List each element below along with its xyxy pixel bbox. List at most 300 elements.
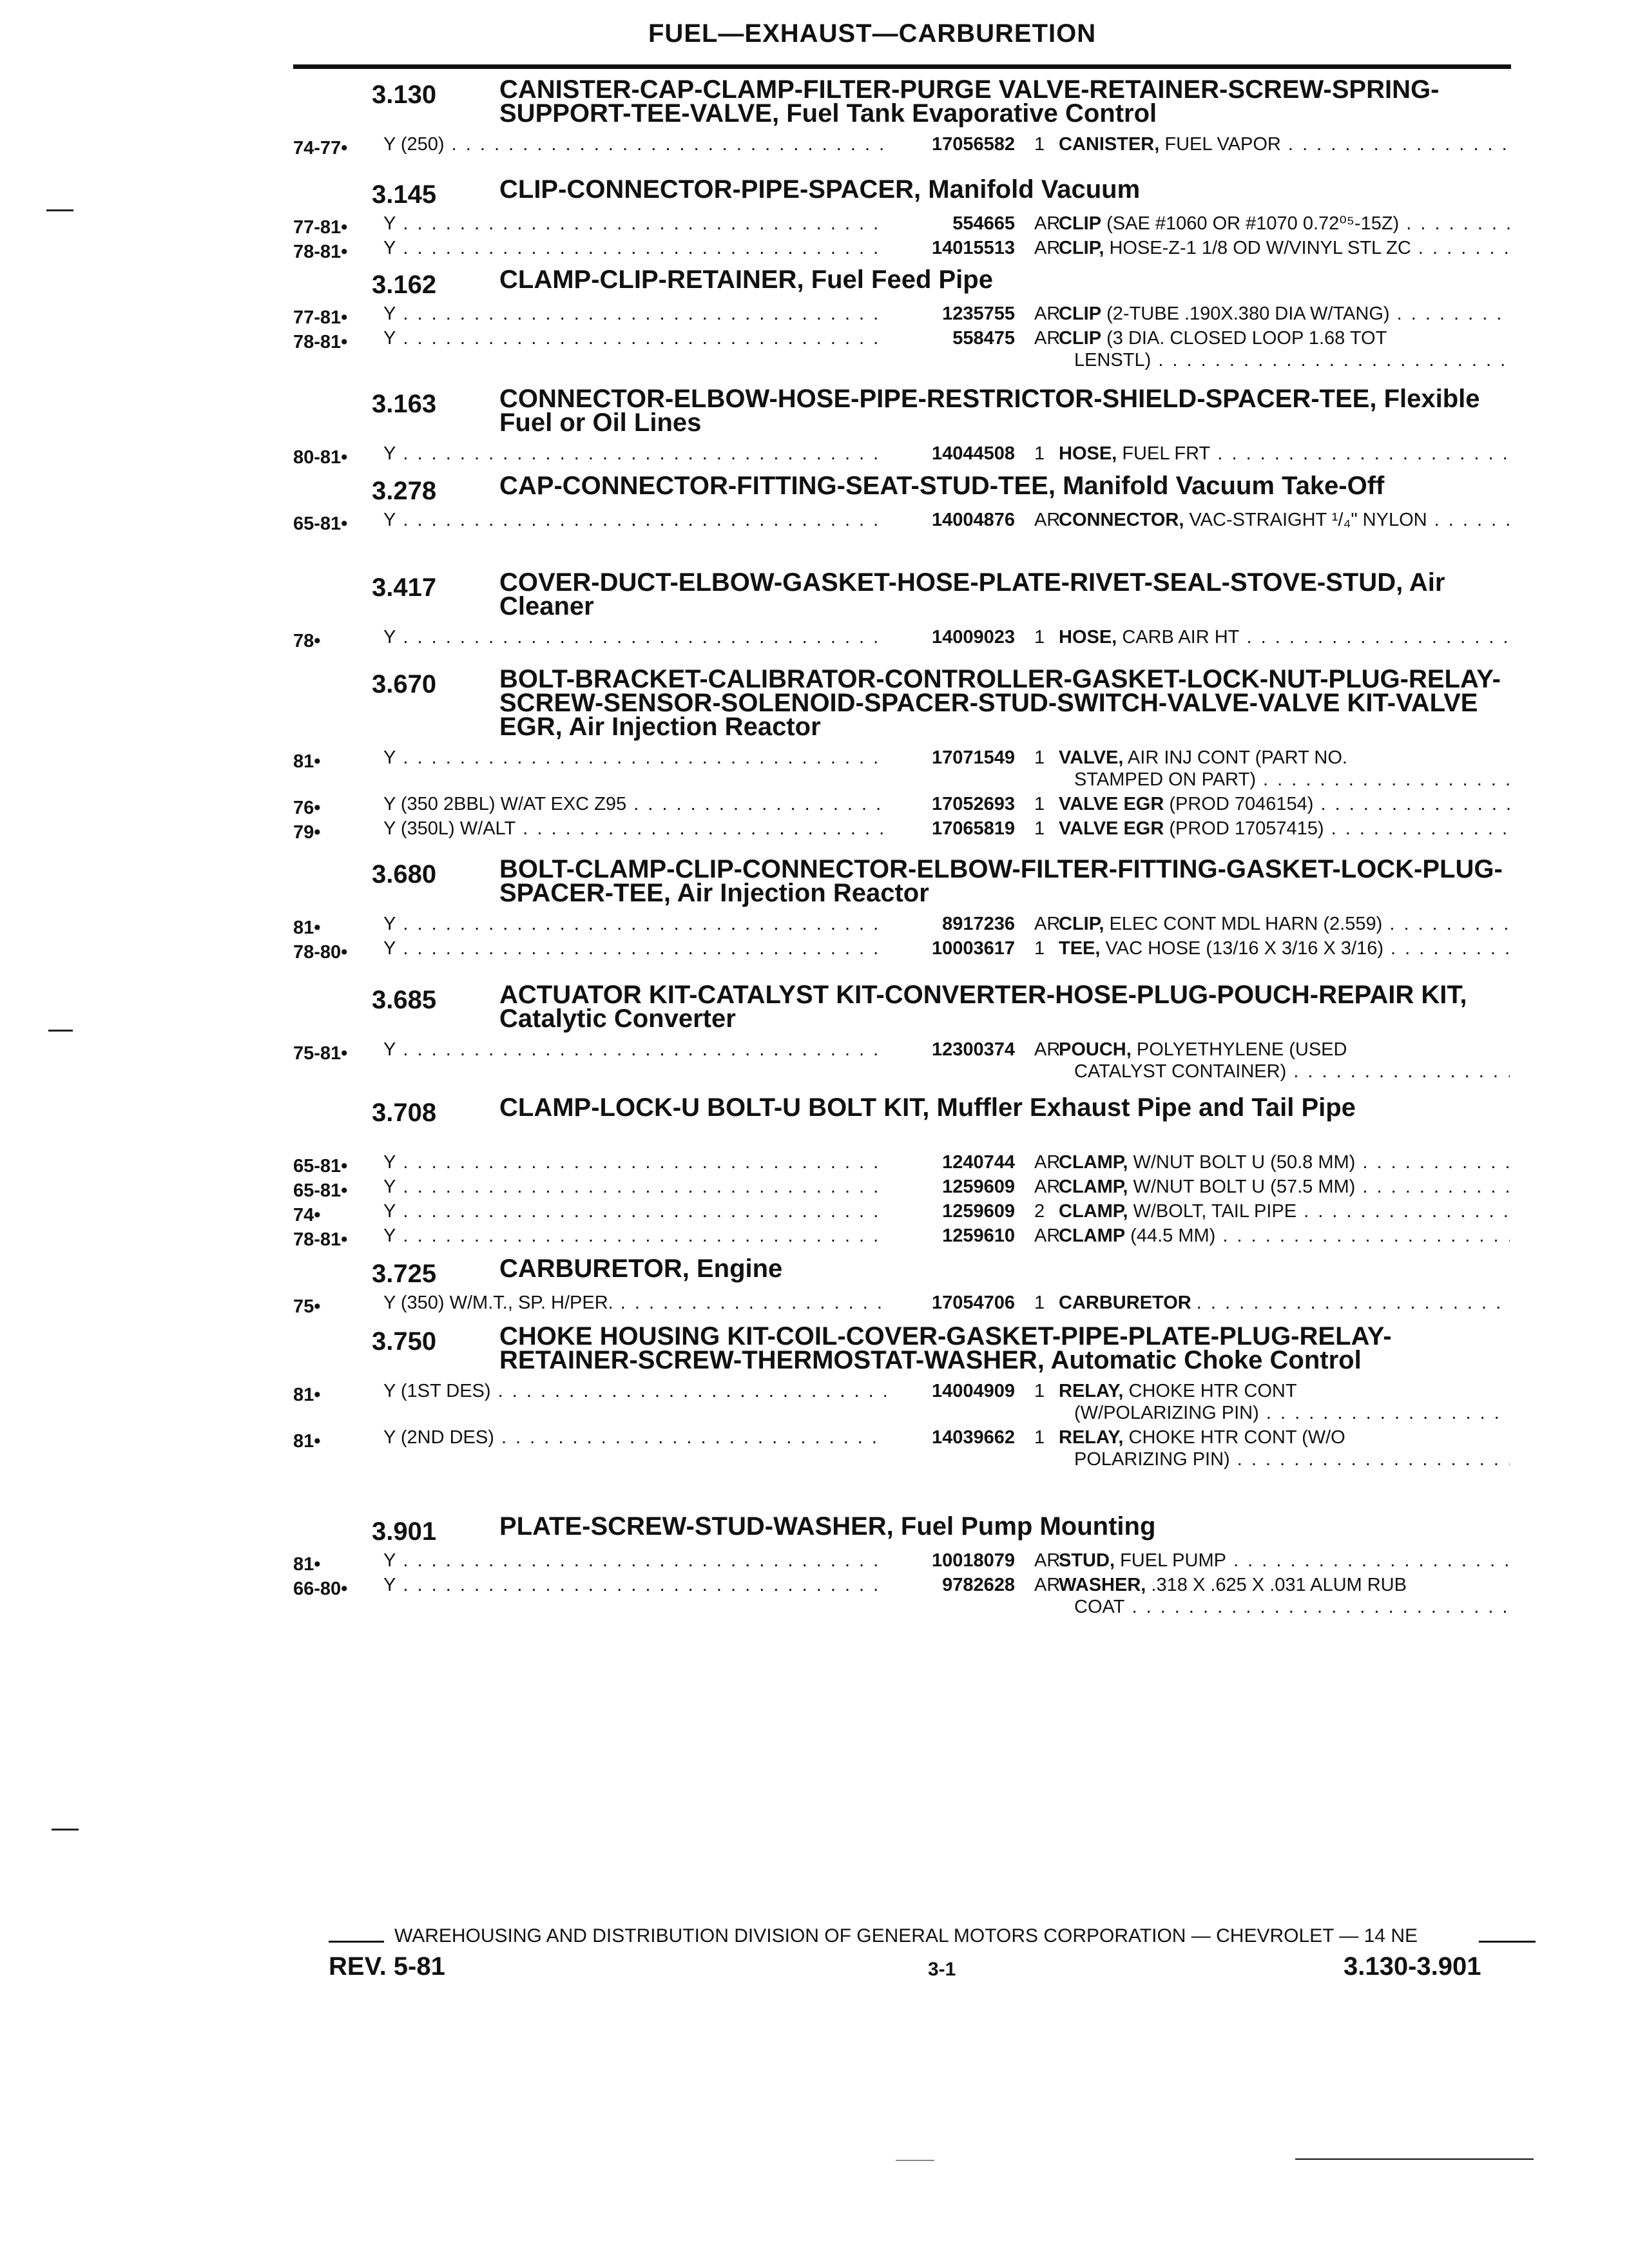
footer-section-range: 3.130-3.901 — [1344, 1952, 1481, 1981]
section-application: Fuel Tank Evaporative Control — [786, 99, 1157, 128]
section-entries — [293, 133, 1518, 158]
quantity: AR — [1034, 1177, 1061, 1197]
parts-section — [293, 665, 1518, 843]
part-entry-row — [293, 1225, 1518, 1249]
application-code: Y . . . — [383, 213, 996, 235]
part-name: HOSE, — [1059, 627, 1117, 648]
part-description — [1059, 1176, 1510, 1198]
part-name: CLAMP — [1059, 1225, 1126, 1246]
model-years: 65-81• — [293, 514, 348, 534]
part-entry-row — [293, 626, 1518, 651]
description-line — [1059, 237, 1510, 259]
section-heading — [293, 1512, 1518, 1550]
part-entry-row — [293, 1427, 1518, 1473]
section-title — [499, 387, 1505, 435]
part-number: 10003617 — [886, 937, 1015, 959]
description-line — [1059, 133, 1510, 155]
section-number: 3.708 — [372, 1099, 437, 1127]
parts-section — [293, 265, 1518, 374]
application-code: Y . . . — [383, 937, 996, 959]
part-spec: VAC HOSE (13/16 X 3/16 X 3/16) — [1105, 938, 1383, 959]
model-years: 75• — [293, 1296, 321, 1317]
model-years: 81• — [293, 751, 321, 772]
application-code: Y (350) W/M.T., SP. H/PER. . . . — [383, 1292, 996, 1314]
part-description — [1059, 443, 1510, 465]
description-line — [1059, 1427, 1510, 1448]
page-header-title: FUEL—EXHAUST—CARBURETION — [648, 19, 1097, 48]
model-years: 78• — [293, 631, 321, 651]
application-code: Y . . . — [383, 626, 996, 648]
quantity: 1 — [1034, 818, 1045, 839]
section-application: Fuel Feed Pipe — [811, 265, 993, 294]
part-description — [1059, 1427, 1510, 1470]
section-heading — [293, 265, 1518, 303]
part-number: 14009023 — [886, 626, 1015, 648]
quantity: 1 — [1034, 747, 1045, 768]
model-years: 81• — [293, 1554, 321, 1575]
model-years: 81• — [293, 918, 321, 938]
parts-section — [293, 568, 1518, 651]
description-line — [1059, 443, 1510, 465]
model-years: 81• — [293, 1385, 321, 1405]
part-entry-row — [293, 133, 1518, 158]
part-name: CANISTER, — [1059, 134, 1160, 155]
description-line — [1059, 1039, 1510, 1061]
part-spec: W/BOLT, TAIL PIPE — [1133, 1201, 1297, 1222]
part-number: 17054706 — [886, 1292, 1015, 1314]
part-spec: (44.5 MM) — [1130, 1225, 1216, 1246]
description-line — [1059, 1380, 1510, 1402]
section-parts-list: CLIP-CONNECTOR-PIPE-SPACER, — [499, 175, 921, 204]
section-parts-list: CLAMP-LOCK-U BOLT-U BOLT KIT, — [499, 1093, 930, 1122]
application-code: Y (350 2BBL) W/AT EXC Z95 . . . — [383, 793, 996, 815]
part-spec: (PROD 7046154) — [1169, 794, 1314, 814]
quantity: AR — [1034, 238, 1061, 258]
part-entry-row — [293, 1039, 1518, 1085]
part-number: 14004876 — [886, 509, 1015, 531]
part-name: VALVE EGR — [1059, 794, 1164, 814]
description-line — [1059, 1200, 1510, 1222]
application-code: Y . . . — [383, 1550, 996, 1571]
part-entry-row — [293, 793, 1518, 818]
bottom-rule — [1295, 2158, 1534, 2160]
part-number: 1259610 — [886, 1225, 1015, 1247]
part-entry-row — [293, 747, 1518, 793]
part-spec: CHOKE HTR CONT (W/O — [1128, 1427, 1345, 1448]
section-number: 3.163 — [372, 390, 437, 418]
section-number: 3.130 — [372, 81, 437, 109]
application-code: Y . . . — [383, 509, 996, 531]
quantity: 1 — [1034, 627, 1045, 648]
part-spec: (3 DIA. CLOSED LOOP 1.68 TOT — [1106, 328, 1387, 349]
part-name: CONNECTOR, — [1059, 510, 1184, 530]
application-code: Y . . . — [383, 443, 996, 465]
description-line — [1059, 303, 1510, 325]
part-description — [1059, 1574, 1510, 1618]
part-name: RELAY, — [1059, 1427, 1124, 1448]
part-spec: .318 X .625 X .031 ALUM RUB — [1151, 1575, 1407, 1595]
section-number: 3.725 — [372, 1260, 437, 1288]
part-description — [1059, 1225, 1510, 1247]
part-entry-row — [293, 937, 1518, 962]
description-continuation: POLARIZING PIN) . . . — [1059, 1448, 1510, 1470]
section-title — [499, 855, 1505, 907]
quantity: AR — [1034, 1039, 1061, 1060]
part-name: CLAMP, — [1059, 1177, 1128, 1197]
model-years: 81• — [293, 1431, 321, 1452]
section-heading — [293, 1322, 1518, 1380]
section-entries — [293, 1151, 1518, 1249]
section-heading — [293, 1254, 1518, 1292]
part-number: 9782628 — [886, 1574, 1015, 1596]
section-application: Air Injection Reactor — [677, 879, 929, 907]
footer-revision: REV. 5-81 — [329, 1952, 445, 1981]
model-years: 80-81• — [293, 447, 348, 468]
section-entries — [293, 303, 1518, 374]
section-title — [499, 568, 1505, 620]
model-years: 75-81• — [293, 1043, 348, 1064]
model-years: 79• — [293, 822, 321, 843]
model-years: 65-81• — [293, 1156, 348, 1177]
section-heading — [293, 75, 1518, 133]
parts-section — [293, 1512, 1518, 1620]
description-line — [1059, 793, 1510, 815]
quantity: 1 — [1034, 1427, 1045, 1448]
part-name: CLIP — [1059, 303, 1102, 324]
part-name: CLIP — [1059, 213, 1102, 234]
margin-punch-mark — [48, 1030, 73, 1032]
section-parts-list: CLAMP-CLIP-RETAINER, — [499, 265, 804, 294]
part-name: VALVE EGR — [1059, 818, 1164, 839]
part-name: CARBURETOR — [1059, 1293, 1191, 1313]
section-title — [499, 1512, 1505, 1541]
application-code: Y (250) . . . — [383, 133, 996, 155]
part-name: CLAMP, — [1059, 1152, 1128, 1173]
part-number: 14044508 — [886, 443, 1015, 465]
section-application: Air Cleaner — [499, 568, 1445, 620]
description-line — [1059, 1574, 1510, 1596]
model-years: 78-81• — [293, 1229, 348, 1250]
section-number: 3.417 — [372, 573, 437, 602]
part-name: POUCH, — [1059, 1039, 1132, 1060]
section-number: 3.278 — [372, 477, 437, 505]
quantity: AR — [1034, 510, 1061, 530]
model-years: 76• — [293, 798, 321, 818]
quantity: 1 — [1034, 1293, 1045, 1313]
application-code: Y . . . — [383, 327, 996, 349]
footer-rule-left — [329, 1941, 384, 1943]
parts-section — [293, 472, 1518, 534]
part-number: 17052693 — [886, 793, 1015, 815]
part-entry-row — [293, 1151, 1518, 1176]
part-description — [1059, 818, 1510, 840]
quantity: AR — [1034, 328, 1061, 349]
application-code: Y (1ST DES) . . . — [383, 1380, 996, 1402]
part-description — [1059, 133, 1510, 155]
part-description — [1059, 509, 1510, 531]
parts-section — [293, 1254, 1518, 1317]
description-line — [1059, 937, 1510, 959]
part-spec: FUEL FRT — [1122, 443, 1211, 464]
model-years: 78-81• — [293, 242, 348, 262]
bottom-tick — [896, 2160, 934, 2161]
description-line — [1059, 747, 1510, 769]
application-code: Y . . . — [383, 747, 996, 769]
application-code: Y . . . — [383, 303, 996, 325]
part-name: VALVE, — [1059, 747, 1124, 768]
margin-punch-mark — [46, 209, 73, 211]
quantity: AR — [1034, 1575, 1061, 1595]
section-title — [499, 665, 1505, 741]
section-entries — [293, 747, 1518, 842]
part-description — [1059, 1200, 1510, 1222]
part-description — [1059, 937, 1510, 959]
section-entries — [293, 213, 1518, 262]
part-entry-row — [293, 443, 1518, 467]
part-description — [1059, 793, 1510, 815]
part-entry-row — [293, 1200, 1518, 1225]
part-number: 554665 — [886, 213, 1015, 235]
model-years: 66-80• — [293, 1579, 348, 1599]
part-number: 17071549 — [886, 747, 1015, 769]
section-application: Manifold Vacuum — [928, 175, 1141, 204]
quantity: 2 — [1034, 1201, 1045, 1222]
part-name: CLIP, — [1059, 914, 1104, 934]
section-parts-list: ACTUATOR KIT-CATALYST KIT-CONVERTER-HOSE-PLUG-POUCH-REPAIR KIT, — [499, 981, 1467, 1009]
part-name: RELAY, — [1059, 1381, 1124, 1401]
quantity: AR — [1034, 1225, 1061, 1246]
description-continuation: (W/POLARIZING PIN) . . . — [1059, 1402, 1510, 1424]
quantity: 1 — [1034, 938, 1045, 959]
part-entry-row — [293, 303, 1518, 327]
section-application: Automatic Choke Control — [1050, 1346, 1362, 1374]
part-name: CLAMP, — [1059, 1201, 1128, 1222]
part-spec: (PROD 17057415) — [1169, 818, 1324, 839]
application-code: Y . . . — [383, 1039, 996, 1061]
part-name: TEE, — [1059, 938, 1101, 959]
section-application: Fuel Pump Mounting — [900, 1512, 1156, 1541]
section-number: 3.680 — [372, 860, 437, 889]
part-entry-row — [293, 1574, 1518, 1620]
section-parts-list: CAP-CONNECTOR-FITTING-SEAT-STUD-TEE, — [499, 472, 1055, 500]
parts-section — [293, 175, 1518, 262]
description-line — [1059, 213, 1510, 235]
parts-section — [293, 855, 1518, 963]
quantity: AR — [1034, 303, 1061, 324]
application-code: Y . . . — [383, 1574, 996, 1596]
section-application: Catalytic Converter — [499, 1004, 736, 1033]
part-number: 14039662 — [886, 1427, 1015, 1448]
quantity: AR — [1034, 1152, 1061, 1173]
section-heading — [293, 385, 1518, 443]
part-description — [1059, 1550, 1510, 1571]
part-name: HOSE, — [1059, 443, 1117, 464]
section-number: 3.670 — [372, 670, 437, 698]
section-title — [499, 474, 1505, 498]
part-number: 17065819 — [886, 818, 1015, 840]
section-application: Manifold Vacuum Take-Off — [1063, 472, 1385, 500]
description-line — [1059, 327, 1510, 349]
section-parts-list: CHOKE HOUSING KIT-COIL-COVER-GASKET-PIPE-PLATE-PLUG-RELAY-RETAINER-SCREW-THERMOSTAT-WASHER, — [499, 1322, 1392, 1374]
part-name: STUD, — [1059, 1550, 1115, 1571]
section-entries — [293, 1292, 1518, 1316]
application-code: Y . . . — [383, 237, 996, 259]
description-continuation: COAT . . . — [1059, 1596, 1510, 1618]
footer-rule-right — [1479, 1941, 1536, 1943]
section-title — [499, 1254, 1505, 1283]
part-entry-row — [293, 818, 1518, 842]
part-description — [1059, 303, 1510, 325]
parts-section — [293, 75, 1518, 159]
section-heading — [293, 175, 1518, 213]
part-number: 8917236 — [886, 913, 1015, 935]
parts-section — [293, 1093, 1518, 1250]
section-heading — [293, 1093, 1518, 1151]
section-title — [499, 265, 1505, 294]
part-entry-row — [293, 509, 1518, 533]
part-entry-row — [293, 213, 1518, 237]
part-spec: (SAE #1060 OR #1070 0.72⁰⁵-15Z) — [1106, 213, 1400, 234]
section-entries — [293, 1039, 1518, 1085]
application-code: Y . . . — [383, 1151, 996, 1173]
part-description — [1059, 1292, 1510, 1314]
part-spec: CARB AIR HT — [1122, 627, 1240, 648]
model-years: 77-81• — [293, 217, 348, 238]
part-number: 10018079 — [886, 1550, 1015, 1571]
part-spec: POLYETHYLENE (USED — [1136, 1039, 1347, 1060]
footer-page-number: 3-1 — [928, 1959, 956, 1980]
part-spec: (2-TUBE .190X.380 DIA W/TANG) — [1106, 303, 1390, 324]
margin-punch-mark — [52, 1829, 79, 1831]
part-name: CLIP, — [1059, 238, 1104, 258]
section-entries — [293, 626, 1518, 651]
section-parts-list: CANISTER-CAP-CLAMP-FILTER-PURGE VALVE-RETAINER-SCREW-SPRING-SUPPORT-TEE-VALVE, — [499, 75, 1440, 128]
part-spec: W/NUT BOLT U (50.8 MM) — [1133, 1152, 1356, 1173]
description-continuation: LENSTL) . . . — [1059, 349, 1510, 371]
application-code: Y (2ND DES) . . . — [383, 1427, 996, 1448]
part-spec: HOSE-Z-1 1/8 OD W/VINYL STL ZC — [1109, 238, 1411, 258]
parts-section — [293, 981, 1518, 1085]
section-entries — [293, 443, 1518, 467]
application-code: Y . . . — [383, 1225, 996, 1247]
description-line — [1059, 1151, 1510, 1173]
model-years: 74-77• — [293, 138, 348, 159]
part-description — [1059, 747, 1510, 791]
part-description — [1059, 1380, 1510, 1424]
part-entry-row — [293, 237, 1518, 262]
section-application: Engine — [696, 1254, 783, 1283]
model-years: 77-81• — [293, 307, 348, 328]
model-years: 65-81• — [293, 1180, 348, 1201]
quantity: 1 — [1034, 1381, 1045, 1401]
application-code: Y . . . — [383, 1200, 996, 1222]
quantity: AR — [1034, 914, 1061, 934]
part-number: 1240744 — [886, 1151, 1015, 1173]
section-heading — [293, 472, 1518, 509]
section-number: 3.162 — [372, 271, 437, 299]
part-number: 12300374 — [886, 1039, 1015, 1061]
part-entry-row — [293, 1176, 1518, 1200]
part-description — [1059, 1039, 1510, 1082]
part-number: 14004909 — [886, 1380, 1015, 1402]
description-line — [1059, 818, 1510, 840]
part-description — [1059, 237, 1510, 259]
section-title — [499, 1322, 1505, 1374]
part-number: 1235755 — [886, 303, 1015, 325]
part-description — [1059, 1151, 1510, 1173]
quantity: AR — [1034, 1550, 1061, 1571]
model-years: 74• — [293, 1205, 321, 1225]
part-entry-row — [293, 1292, 1518, 1316]
section-entries — [293, 509, 1518, 533]
section-heading — [293, 568, 1518, 626]
section-entries — [293, 913, 1518, 962]
section-number: 3.750 — [372, 1327, 437, 1356]
section-title — [499, 75, 1505, 128]
model-years: 78-81• — [293, 332, 348, 352]
part-spec: FUEL PUMP — [1120, 1550, 1226, 1571]
part-spec: W/NUT BOLT U (57.5 MM) — [1133, 1177, 1356, 1197]
section-application: Air Injection Reactor — [568, 713, 821, 741]
section-title — [499, 175, 1505, 204]
part-name: WASHER, — [1059, 1575, 1146, 1595]
section-heading — [293, 665, 1518, 747]
section-number: 3.145 — [372, 180, 437, 209]
part-number: 558475 — [886, 327, 1015, 349]
part-spec: FUEL VAPOR — [1164, 134, 1281, 155]
section-parts-list: CARBURETOR, — [499, 1254, 689, 1283]
section-entries — [293, 1550, 1518, 1620]
header-rule — [293, 64, 1511, 69]
part-entry-row — [293, 1550, 1518, 1574]
section-application: Muffler Exhaust Pipe and Tail Pipe — [936, 1093, 1356, 1122]
quantity: 1 — [1034, 794, 1045, 814]
section-parts-list: COVER-DUCT-ELBOW-GASKET-HOSE-PLATE-RIVET-SEAL-STOVE-STUD, — [499, 568, 1403, 597]
application-code: Y . . . — [383, 913, 996, 935]
description-line — [1059, 1225, 1510, 1247]
description-line — [1059, 626, 1510, 648]
quantity: 1 — [1034, 443, 1045, 464]
section-entries — [293, 1380, 1518, 1473]
part-spec: AIR INJ CONT (PART NO. — [1127, 747, 1347, 768]
description-line — [1059, 913, 1510, 935]
description-continuation: STAMPED ON PART) . . . — [1059, 769, 1510, 791]
section-parts-list: BOLT-CLAMP-CLIP-CONNECTOR-ELBOW-FILTER-FITTING-GASKET-LOCK-PLUG-SPACER-TEE, — [499, 855, 1503, 907]
part-name: CLIP — [1059, 328, 1102, 349]
parts-section — [293, 385, 1518, 468]
section-heading — [293, 981, 1518, 1039]
part-description — [1059, 913, 1510, 935]
section-parts-list: CONNECTOR-ELBOW-HOSE-PIPE-RESTRICTOR-SHIELD-SPACER-TEE, — [499, 385, 1377, 413]
description-line — [1059, 509, 1510, 531]
part-number: 1259609 — [886, 1176, 1015, 1198]
section-application: Flexible Fuel or Oil Lines — [499, 385, 1480, 437]
section-number: 3.901 — [372, 1517, 437, 1546]
part-entry-row — [293, 1380, 1518, 1427]
application-code: Y (350L) W/ALT . . . — [383, 818, 996, 840]
part-description — [1059, 213, 1510, 235]
part-entry-row — [293, 327, 1518, 374]
description-line — [1059, 1550, 1510, 1571]
part-entry-row — [293, 913, 1518, 937]
part-number: 17056582 — [886, 133, 1015, 155]
part-spec: CHOKE HTR CONT — [1128, 1381, 1297, 1401]
description-line — [1059, 1176, 1510, 1198]
description-continuation: CATALYST CONTAINER) . . . — [1059, 1061, 1510, 1082]
model-years: 78-80• — [293, 942, 348, 963]
section-parts-list: PLATE-SCREW-STUD-WASHER, — [499, 1512, 894, 1541]
part-spec: ELEC CONT MDL HARN (2.559) — [1109, 914, 1383, 934]
